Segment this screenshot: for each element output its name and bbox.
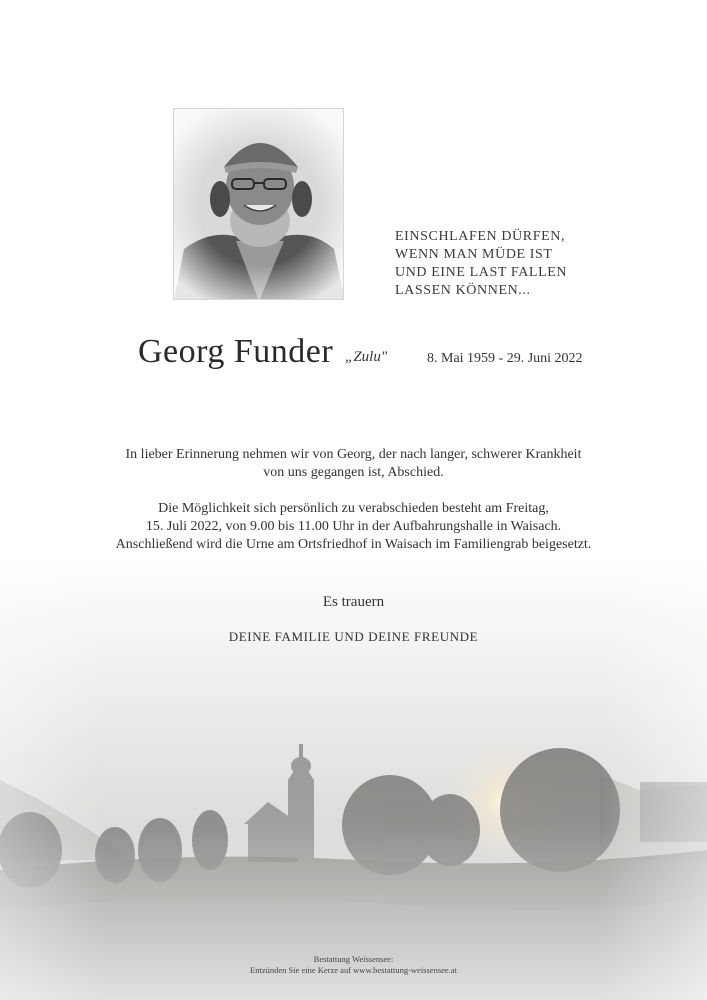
mourners-names: DEINE FAMILIE UND DEINE FREUNDE	[228, 629, 479, 644]
quote-line: WENN MAN MÜDE IST	[395, 247, 553, 262]
deceased-nickname: „Zulu"	[345, 349, 388, 365]
text-line: Anschließend wird die Urne am Ortsfriedhof in Waisach im Familiengrab beigesetzt.	[115, 537, 592, 552]
mourners-intro: Es trauern	[322, 594, 385, 610]
farewell-details-paragraph	[60, 500, 647, 554]
text-line: von uns gegangen ist, Abschied.	[263, 465, 444, 480]
footer-notice	[0, 954, 707, 976]
remembrance-paragraph	[60, 446, 647, 482]
text-line: Die Möglichkeit sich persönlich zu verabschieden besteht am Freitag,	[158, 501, 549, 516]
footer-company: Bestattung Weissensee:	[313, 954, 394, 964]
footer-candle-link[interactable]: Entzünden Sie eine Kerze auf www.bestattung-weissensee.at	[250, 965, 457, 975]
portrait-image	[174, 109, 344, 300]
deceased-name: Georg Funder	[138, 333, 334, 370]
memorial-quote	[395, 228, 625, 300]
quote-line: UND EINE LAST FALLEN	[395, 265, 568, 280]
quote-line: LASSEN KÖNNEN...	[395, 283, 531, 298]
life-dates: 8. Mai 1959 - 29. Juni 2022	[427, 351, 583, 366]
portrait-photo	[173, 108, 344, 300]
text-line: 15. Juli 2022, von 9.00 bis 11.00 Uhr in der Aufbahrungshalle in Waisach.	[145, 519, 562, 534]
landscape-background-image	[0, 560, 707, 1000]
text-line: In lieber Erinnerung nehmen wir von Georg, der nach langer, schwerer Krankheit	[125, 447, 582, 462]
quote-line: EINSCHLAFEN DÜRFEN,	[395, 229, 566, 244]
